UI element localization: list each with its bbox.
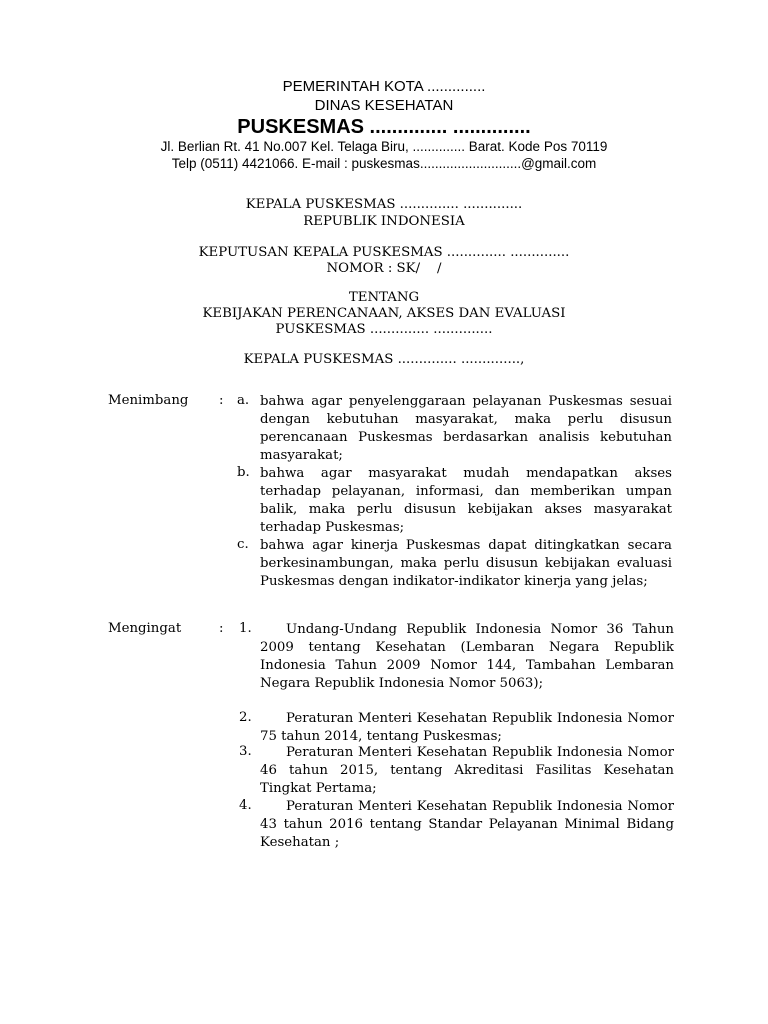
menimbang-item-a: bahwa agar penyelenggaraan pelayanan Puskesmas sesuai dengan kebutuhan masyarakat, maka perlu disusun perencanaan Puskesmas berdasarkan analisis kebutuhan masyarakat; (260, 394, 672, 463)
mengingat-item-1: Undang-Undang Republik Indonesia Nomor 36 Tahun 2009 tentang Kesehatan (Lembaran Negara Republik Indonesia Tahun 2009 Nomor 144, Tambahan Lembaran Negara Republik Indonesia Nomor 5063); (260, 622, 674, 691)
menimbang-marker-c: c. (237, 537, 249, 552)
decree-subject-line2: PUSKESMAS .............. .............. (275, 322, 493, 337)
signatory-title: KEPALA PUSKESMAS .............. .............., (243, 352, 525, 367)
mengingat-marker-4: 4. (239, 798, 252, 813)
mengingat-marker-3: 3. (239, 744, 252, 759)
mengingat-marker-1: 1. (239, 621, 252, 636)
menimbang-marker-a: a. (237, 393, 250, 408)
letterhead-puskesmas: PUSKESMAS .............. .............. (237, 116, 531, 138)
letterhead-contact: Telp (0511) 4421066. E-mail : puskesmas...........................@gmail.com (171, 156, 597, 171)
heading-head: KEPALA PUSKESMAS .............. .............. (245, 197, 523, 212)
decree-title: KEPUTUSAN KEPALA PUSKESMAS .............. .............. (198, 245, 570, 260)
menimbang-item-c: bahwa agar kinerja Puskesmas dapat ditingkatkan secara berkesinambungan, maka perlu disusun kebijakan evaluasi Puskesmas dengan indikator-indikator kinerja yang jelas; (260, 538, 672, 589)
letterhead-government: PEMERINTAH KOTA .............. (282, 78, 486, 95)
about-label: TENTANG (348, 290, 420, 305)
mengingat-colon: : (219, 621, 224, 636)
mengingat-item-3: Peraturan Menteri Kesehatan Republik Indonesia Nomor 46 tahun 2015, tentang Akreditasi Fasilitas Kesehatan Tingkat Pertama; (260, 745, 674, 796)
letterhead-address: Jl. Berlian Rt. 41 No.007 Kel. Telaga Biru, .............. Barat. Kode Pos 70119 (160, 139, 608, 154)
mengingat-item-4: Peraturan Menteri Kesehatan Republik Indonesia Nomor 43 tahun 2016 tentang Standar Pelayanan Minimal Bidang Kesehatan ; (260, 799, 674, 850)
heading-republic: REPUBLIK INDONESIA (303, 214, 465, 229)
mengingat-item-2: Peraturan Menteri Kesehatan Republik Indonesia Nomor 75 tahun 2014, tentang Puskesmas; (260, 711, 674, 744)
menimbang-marker-b: b. (237, 465, 250, 480)
letterhead-department: DINAS KESEHATAN (314, 97, 454, 114)
decree-number: NOMOR : SK/ / (326, 261, 442, 276)
menimbang-item-b: bahwa agar masyarakat mudah mendapatkan akses terhadap pelayanan, informasi, dan memberikan umpan balik, maka perlu disusun kebijakan akses masyarakat terhadap Puskesmas; (260, 466, 672, 535)
menimbang-colon: : (219, 393, 224, 408)
menimbang-label: Menimbang (108, 393, 189, 408)
mengingat-marker-2: 2. (239, 710, 252, 725)
mengingat-label: Mengingat (108, 621, 182, 636)
decree-subject-line1: KEBIJAKAN PERENCANAAN, AKSES DAN EVALUASI (202, 306, 566, 321)
